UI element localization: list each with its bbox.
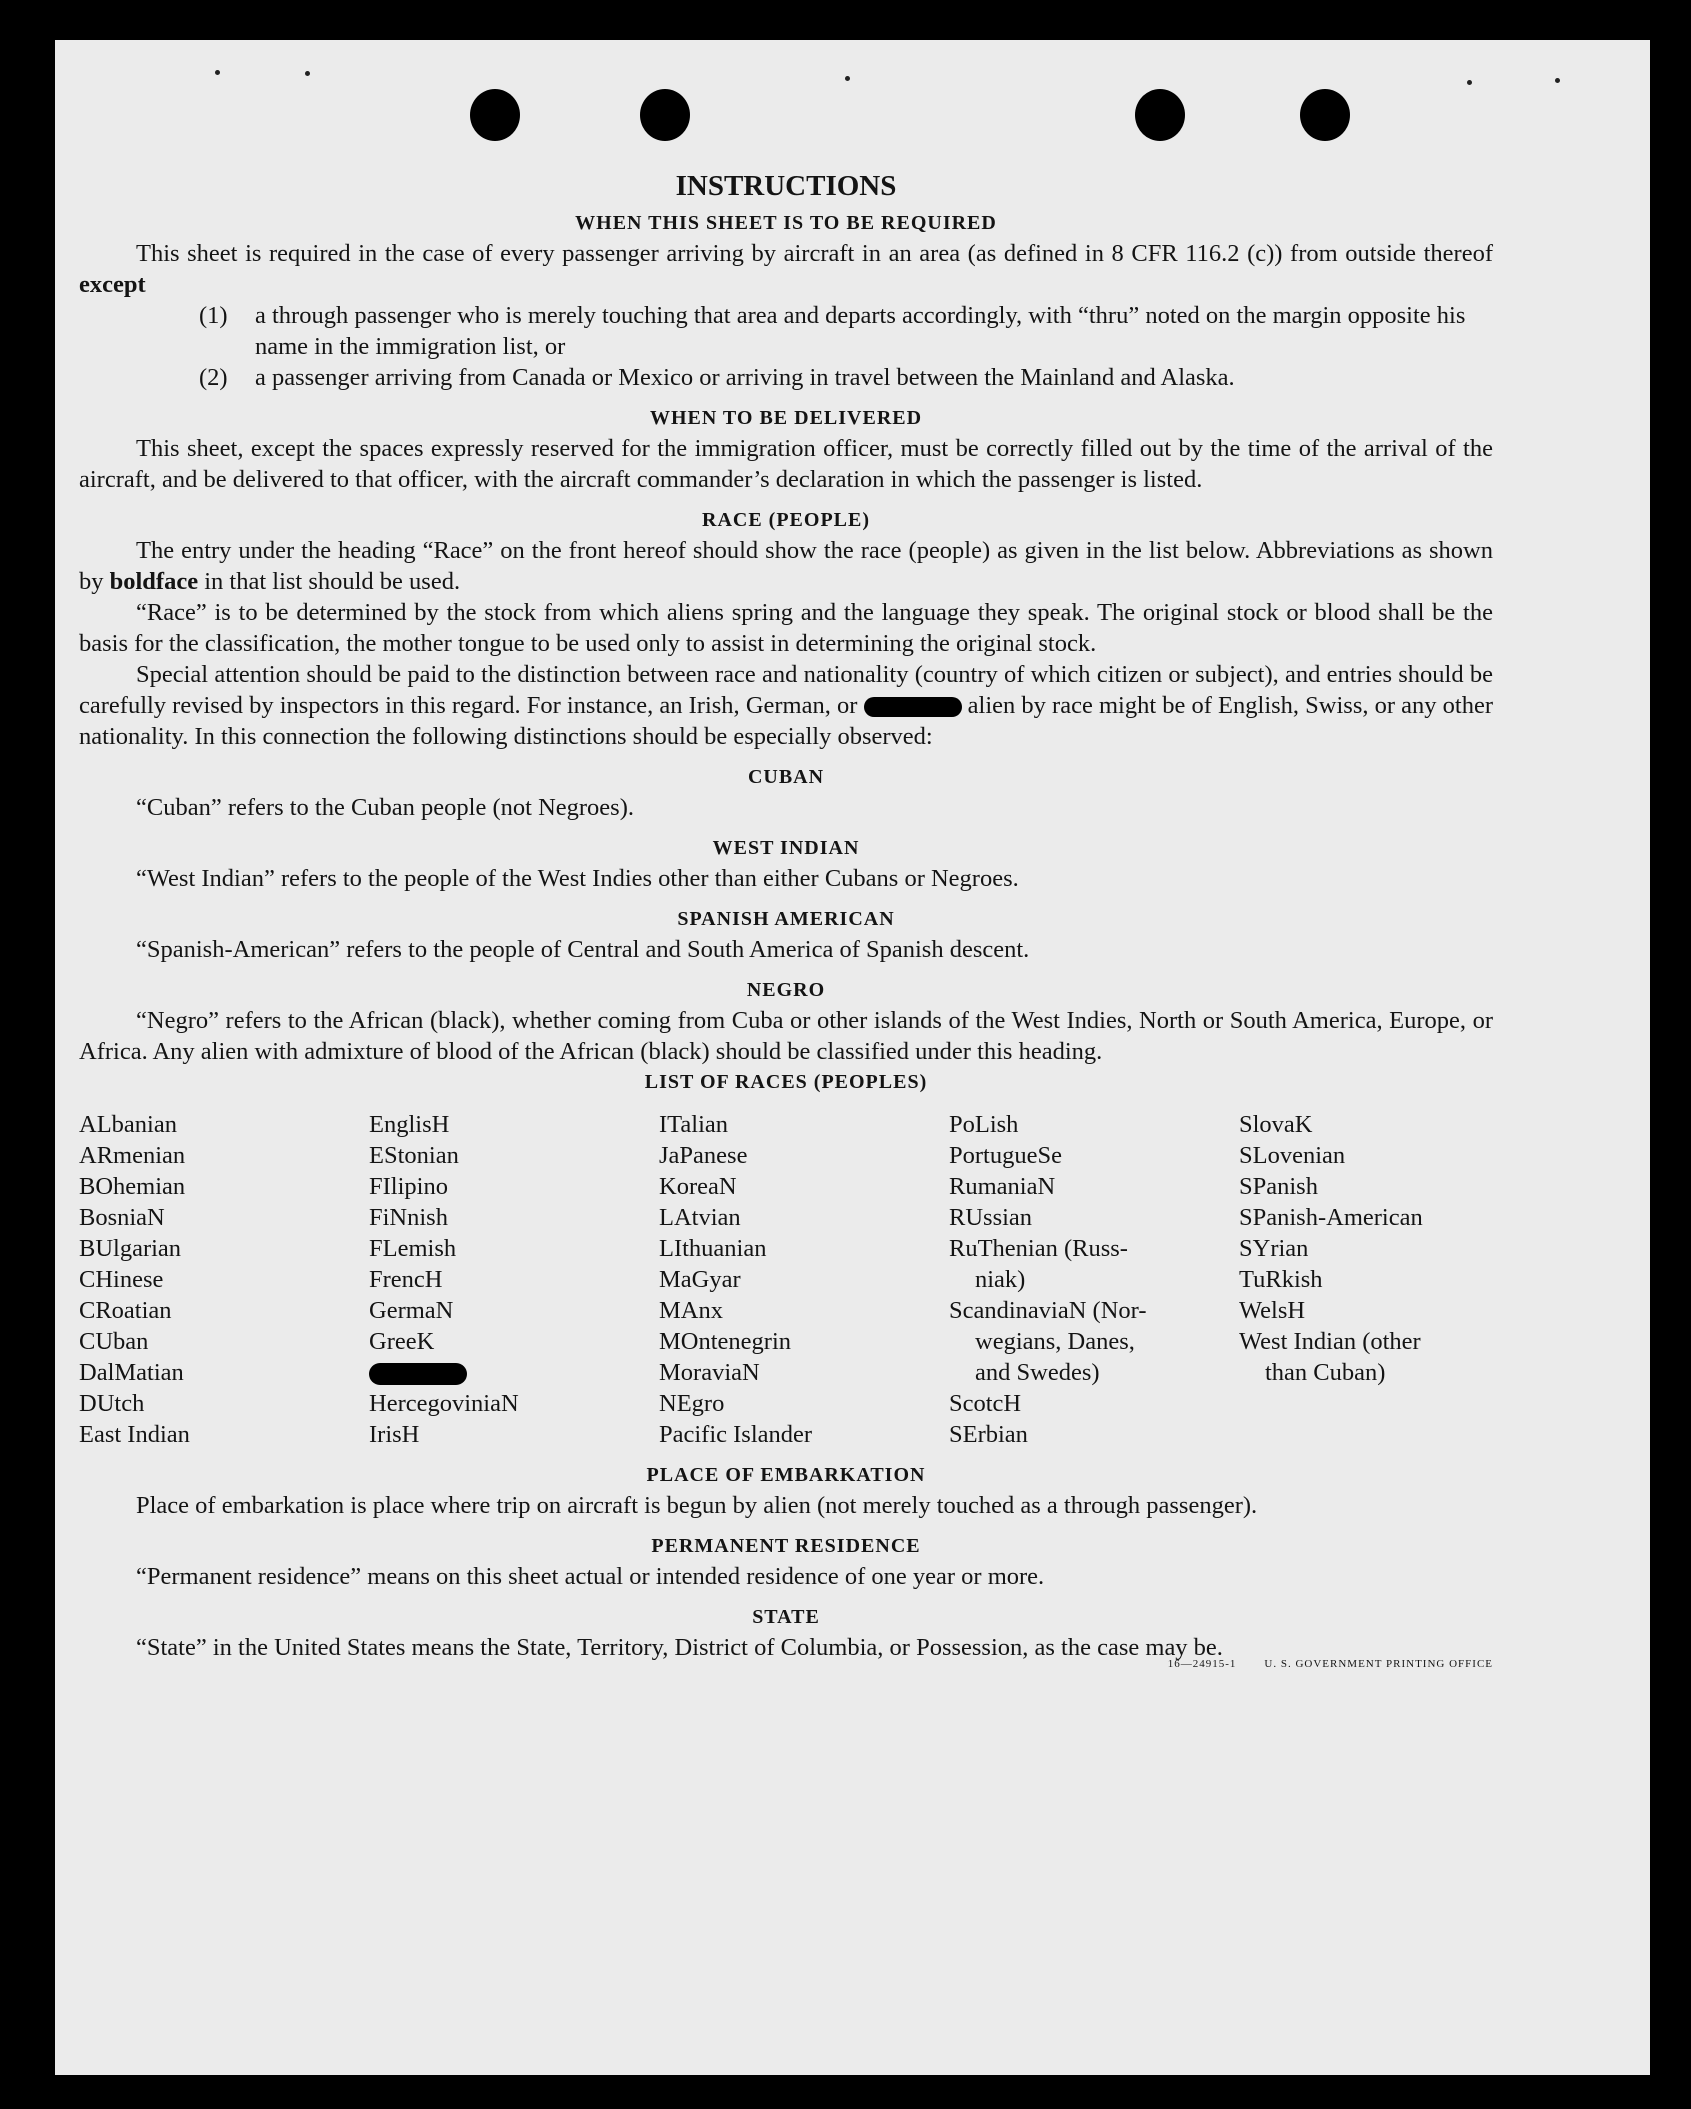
list-item: SErbian bbox=[949, 1421, 1028, 1448]
races-column bbox=[79, 1109, 369, 1450]
list-item: MOntenegrin bbox=[659, 1328, 791, 1355]
redaction-mark bbox=[864, 697, 962, 717]
delivered-text: This sheet, except the spaces expressly reserved for the immigration officer, must be correctly filled out by the time of the arrival of the aircraft, and be delivered to that officer, with the aircraft commander’s declaration in which the passenger is listed. bbox=[79, 435, 1493, 493]
punch-hole bbox=[1300, 89, 1350, 141]
redaction-mark bbox=[369, 1363, 467, 1385]
spanish-american-text: “Spanish-American” refers to the people of Central and South America of Spanish descent. bbox=[136, 936, 1030, 963]
section-heading-cuban: CUBAN bbox=[747, 766, 825, 788]
races-list bbox=[79, 1109, 1493, 1450]
punch-hole bbox=[1135, 89, 1185, 141]
list-item: NEgro bbox=[659, 1390, 725, 1417]
cuban-text: “Cuban” refers to the Cuban people (not Negroes). bbox=[136, 794, 634, 821]
list-item: and Swedes) bbox=[975, 1359, 1100, 1386]
list-item: SlovaK bbox=[1239, 1111, 1313, 1138]
punch-hole bbox=[470, 89, 520, 141]
section-heading-embarkation: PLACE OF EMBARKATION bbox=[646, 1464, 926, 1486]
list-item: wegians, Danes, bbox=[975, 1328, 1135, 1355]
list-item: (1) a through passenger who is merely touching that area and departs accordingly, with “thru” noted on the margin opposite his name in the immigration list, or bbox=[199, 302, 1466, 360]
list-item: Pacific Islander bbox=[659, 1421, 813, 1448]
list-item: than Cuban) bbox=[1265, 1359, 1386, 1386]
punch-hole bbox=[640, 89, 690, 141]
list-item: MoraviaN bbox=[659, 1359, 760, 1386]
list-item: RUssian bbox=[949, 1204, 1033, 1231]
race-paragraph-1: The entry under the heading “Race” on the front hereof should show the race (people) as given in the list below. Abbreviations as shown by boldface in that list should be used. bbox=[79, 537, 1493, 595]
list-item: East Indian bbox=[79, 1421, 190, 1448]
required-intro: This sheet is required in the case of every passenger arriving by aircraft in an area (as defined in 8 CFR 116.2 (c)) from outside thereof except bbox=[79, 240, 1493, 298]
race-paragraph-3: Special attention should be paid to the distinction between race and nationality (country of which citizen or subject), and entries should be carefully revised by inspectors in this regard. For instance, an Irish, German, or alien by race might be of English, Swiss, or any other nationality. In this connection the following distinctions should be especially observed: bbox=[79, 661, 1494, 750]
list-item: CHinese bbox=[79, 1266, 164, 1293]
section-heading-residence: PERMANENT RESIDENCE bbox=[651, 1535, 921, 1557]
printer-credit: U. S. GOVERNMENT PRINTING OFFICE bbox=[1264, 1658, 1493, 1670]
speck bbox=[845, 76, 850, 81]
list-item: FiNnish bbox=[369, 1204, 448, 1231]
section-heading-delivered: WHEN TO BE DELIVERED bbox=[649, 407, 923, 429]
embarkation-text: Place of embarkation is place where trip on aircraft is begun by alien (not merely touched as a through passenger). bbox=[136, 1492, 1258, 1519]
list-item: CRoatian bbox=[79, 1297, 172, 1324]
section-heading-race: RACE (PEOPLE) bbox=[702, 509, 870, 531]
list-item: BOhemian bbox=[79, 1173, 186, 1200]
list-item: niak) bbox=[975, 1266, 1026, 1293]
list-item: ARmenian bbox=[79, 1142, 186, 1169]
list-item: SPanish-American bbox=[1239, 1204, 1423, 1231]
state-text: “State” in the United States means the State, Territory, District of Columbia, or Possession, as the case may be. bbox=[136, 1634, 1223, 1661]
section-heading-races-list: LIST OF RACES (PEOPLES) bbox=[644, 1071, 928, 1093]
list-item: SPanish bbox=[1239, 1173, 1318, 1200]
list-item: ScotcH bbox=[949, 1390, 1022, 1417]
list-item: HercegoviniaN bbox=[369, 1390, 519, 1417]
races-column bbox=[949, 1109, 1239, 1450]
list-item: LIthuanian bbox=[659, 1235, 767, 1262]
exception-list bbox=[79, 300, 1493, 393]
list-item: (2) a passenger arriving from Canada or Mexico or arriving in travel between the Mainland and Alaska. bbox=[199, 364, 1235, 391]
races-column bbox=[1239, 1109, 1499, 1450]
list-item: FIlipino bbox=[369, 1173, 448, 1200]
races-column bbox=[659, 1109, 949, 1450]
race-paragraph-2: “Race” is to be determined by the stock from which aliens spring and the language they speak. The original stock or blood shall be the basis for the classification, the mother tongue to be used only to assist in determining the original stock. bbox=[79, 599, 1493, 657]
section-heading-spanish-american: SPANISH AMERICAN bbox=[677, 908, 895, 930]
list-item: EnglisH bbox=[369, 1111, 450, 1138]
list-item: KoreaN bbox=[659, 1173, 737, 1200]
list-item: DalMatian bbox=[79, 1359, 184, 1386]
list-item: LAtvian bbox=[659, 1204, 741, 1231]
list-item: JaPanese bbox=[659, 1142, 748, 1169]
list-item: CUban bbox=[79, 1328, 149, 1355]
list-item: BosniaN bbox=[79, 1204, 165, 1231]
list-item: West Indian (other bbox=[1239, 1328, 1421, 1355]
instructions-content bbox=[79, 166, 1493, 1680]
list-item: WelsH bbox=[1239, 1297, 1306, 1324]
list-item: IrisH bbox=[369, 1421, 420, 1448]
list-item: SLovenian bbox=[1239, 1142, 1346, 1169]
section-heading-negro: NEGRO bbox=[746, 979, 826, 1001]
list-item: MAnx bbox=[659, 1297, 723, 1324]
list-item: PortugueSe bbox=[949, 1142, 1062, 1169]
list-item: ITalian bbox=[659, 1111, 729, 1138]
list-item: DUtch bbox=[79, 1390, 145, 1417]
page-title: INSTRUCTIONS bbox=[675, 170, 897, 202]
section-heading-required: WHEN THIS SHEET IS TO BE REQUIRED bbox=[575, 212, 997, 234]
speck bbox=[305, 71, 310, 76]
list-item: PoLish bbox=[949, 1111, 1019, 1138]
section-heading-state: STATE bbox=[752, 1606, 820, 1628]
list-item: ALbanian bbox=[79, 1111, 177, 1138]
form-number: 16—24915-1 bbox=[1167, 1658, 1237, 1670]
speck bbox=[1555, 78, 1560, 83]
list-item: MaGyar bbox=[659, 1266, 741, 1293]
list-item: GermaN bbox=[369, 1297, 454, 1324]
list-item: GreeK bbox=[369, 1328, 435, 1355]
list-item: RuThenian (Russ- bbox=[949, 1235, 1128, 1262]
list-item: RumaniaN bbox=[949, 1173, 1056, 1200]
list-item bbox=[369, 1357, 659, 1388]
list-item: BUlgarian bbox=[79, 1235, 182, 1262]
list-item: EStonian bbox=[369, 1142, 459, 1169]
residence-text: “Permanent residence” means on this sheet actual or intended residence of one year or more. bbox=[136, 1563, 1045, 1590]
races-column bbox=[369, 1109, 659, 1450]
speck bbox=[1467, 80, 1472, 85]
document-sheet bbox=[55, 40, 1650, 2075]
negro-text: “Negro” refers to the African (black), whether coming from Cuba or other islands of the West Indies, North or South America, Europe, or Africa. Any alien with admixture of blood of the African (black) should be classified under this heading. bbox=[79, 1007, 1493, 1065]
list-item: FLemish bbox=[369, 1235, 457, 1262]
list-item: TuRkish bbox=[1239, 1266, 1323, 1293]
list-item: ScandinaviaN (Nor- bbox=[949, 1297, 1147, 1324]
west-indian-text: “West Indian” refers to the people of the West Indies other than either Cubans or Negroes. bbox=[136, 865, 1019, 892]
section-heading-west-indian: WEST INDIAN bbox=[712, 837, 860, 859]
list-item: FrencH bbox=[369, 1266, 443, 1293]
list-item: SYrian bbox=[1239, 1235, 1309, 1262]
speck bbox=[215, 70, 220, 75]
